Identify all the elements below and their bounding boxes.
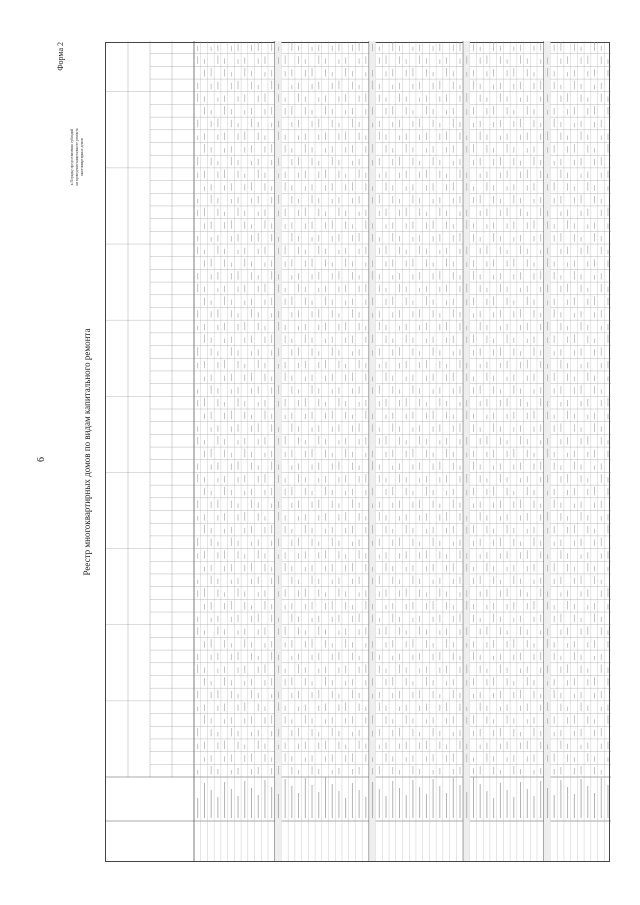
rotated-landscape-page [20, 32, 620, 872]
registry-table [105, 42, 610, 862]
page-number: 6 [36, 457, 47, 462]
registry-table-grid [106, 41, 611, 861]
approval-note-line: к Порядку предоставления субсидий [70, 128, 74, 186]
approval-note [70, 42, 85, 272]
document-title: Реестр многоквартирных домов по видам капитального ремонта [82, 328, 92, 576]
section-row [463, 41, 470, 861]
approval-note-line: на проведение капитального ремонта [75, 128, 79, 186]
approval-note-line: многоквартирных домов [80, 138, 84, 176]
form-label: Форма 2 [56, 42, 65, 71]
